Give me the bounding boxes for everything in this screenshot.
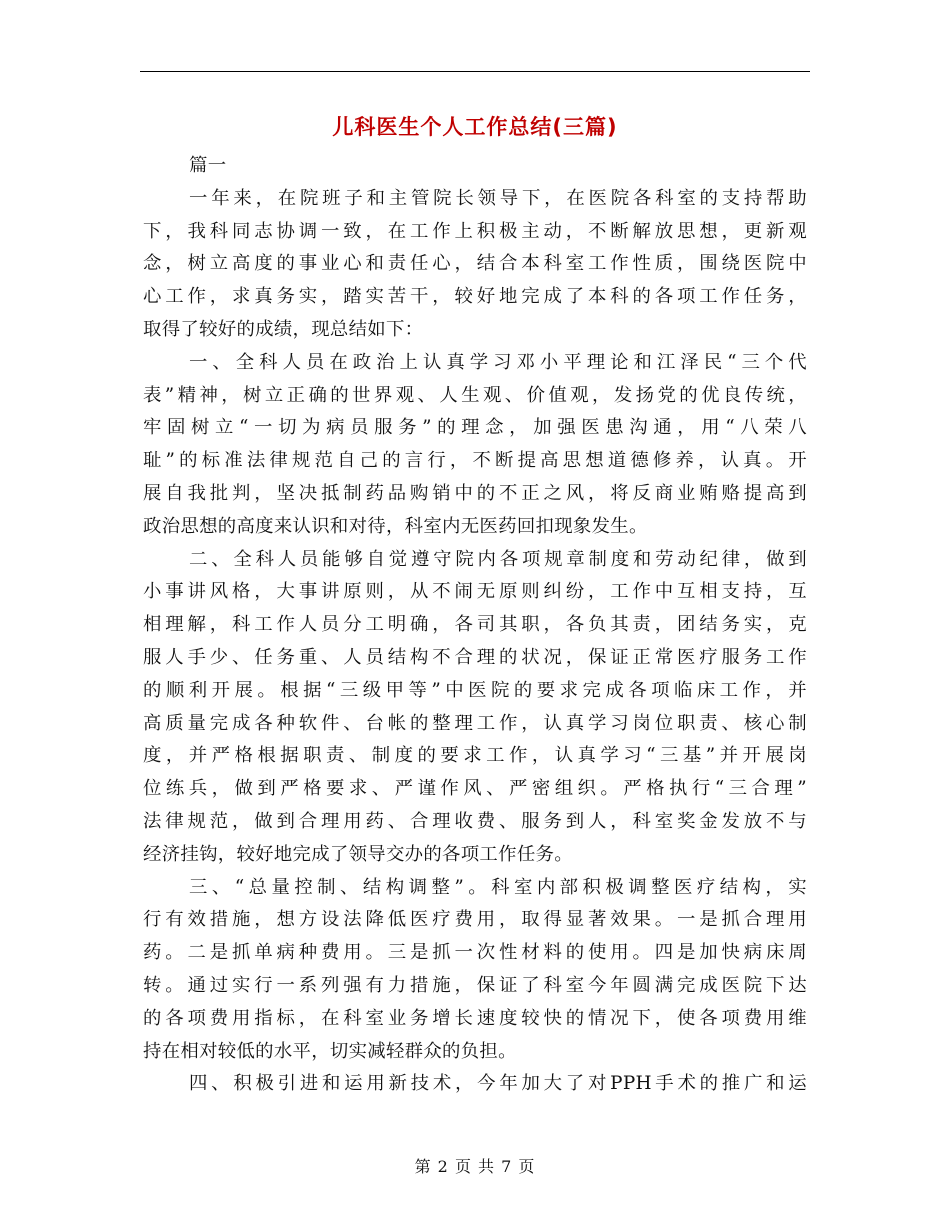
body-line: 度，并严格根据职责、制度的要求工作，认真学习“三基”并开展岗 (143, 745, 807, 767)
document-body (143, 150, 807, 1101)
page-footer: 第 2 页 共 7 页 (414, 1157, 536, 1176)
body-line: 经济挂钩，较好地完成了领导交办的各项工作任务。 (143, 843, 573, 865)
body-line: 的顺利开展。根据“三级甲等”中医院的要求完成各项临床工作，并 (143, 679, 807, 701)
body-line: 展自我批判，坚决抵制药品购销中的不正之风，将反商业贿赂提高到 (143, 482, 807, 504)
body-line: 的各项费用指标，在科室业务增长速度较快的情况下，使各项费用维 (143, 1007, 807, 1029)
body-line: 法律规范，做到合理用药、合理收费、服务到人，科室奖金发放不与 (143, 810, 807, 832)
body-line: 牢固树立“一切为病员服务”的理念，加强医患沟通，用“八荣八 (143, 417, 807, 439)
body-line: 取得了较好的成绩，现总结如下： (143, 318, 424, 340)
body-line: 持在相对较低的水平，切实减轻群众的负担。 (143, 1040, 517, 1062)
body-line: 行有效措施，想方设法降低医疗费用，取得显著效果。一是抓合理用 (143, 909, 807, 931)
body-line: 相理解，科工作人员分工明确，各司其职，各负其责，团结务实，克 (143, 614, 807, 636)
body-line: 四、积极引进和运用新技术，今年加大了对PPH手术的推广和运 (189, 1073, 807, 1095)
body-line: 高质量完成各种软件、台帐的整理工作，认真学习岗位职责、核心制 (143, 712, 807, 734)
header-rule (140, 71, 810, 72)
body-line: 小事讲风格，大事讲原则，从不闹无原则纠纷，工作中互相支持，互 (143, 581, 807, 603)
body-line: 二、全科人员能够自觉遵守院内各项规章制度和劳动纪律，做到 (189, 548, 807, 570)
body-line: 篇一 (189, 155, 227, 176)
body-line: 转。通过实行一系列强有力措施，保证了科室今年圆满完成医院下达 (143, 974, 807, 996)
body-line: 服人手少、任务重、人员结构不合理的状况，保证正常医疗服务工作 (143, 646, 807, 668)
body-line: 耻”的标准法律规范自己的言行，不断提高思想道德修养，认真。开 (143, 450, 807, 472)
body-line: 表”精神，树立正确的世界观、人生观、价值观，发扬党的优良传统， (143, 384, 807, 406)
body-line: 一、全科人员在政治上认真学习邓小平理论和江泽民“三个代 (189, 351, 807, 373)
body-line: 政治思想的高度来认识和对待，科室内无医药回扣现象发生。 (143, 515, 648, 537)
document-title: 儿科医生个人工作总结(三篇) (332, 115, 618, 139)
body-line: 一年来，在院班子和主管院长领导下，在医院各科室的支持帮助 (189, 187, 807, 209)
body-line: 念，树立高度的事业心和责任心，结合本科室工作性质，围绕医院中 (143, 253, 807, 275)
body-line: 心工作，求真务实，踏实苦干，较好地完成了本科的各项工作任务， (143, 286, 807, 308)
body-line: 位练兵，做到严格要求、严谨作风、严密组织。严格执行“三合理” (143, 778, 807, 800)
body-line: 下，我科同志协调一致，在工作上积极主动，不断解放思想，更新观 (143, 220, 807, 242)
body-line: 药。二是抓单病种费用。三是抓一次性材料的使用。四是加快病床周 (143, 942, 807, 964)
body-line: 三、“总量控制、结构调整”。科室内部积极调整医疗结构，实 (189, 876, 807, 898)
